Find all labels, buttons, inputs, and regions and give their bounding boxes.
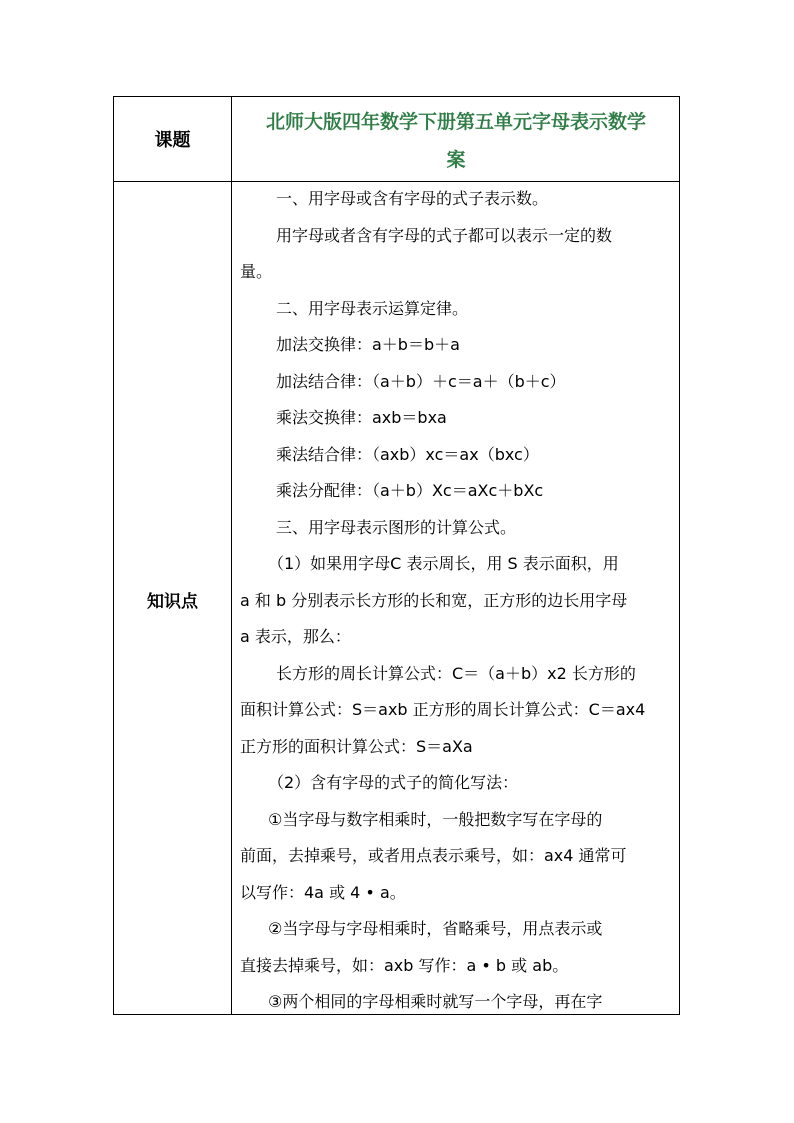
content-line: 一、用字母或含有字母的式子表示数。 (276, 189, 549, 208)
content-line: 长方形的周长计算公式：C＝（a＋b）x2 长方形的 (276, 663, 636, 683)
lesson-title (232, 103, 680, 179)
content-line: a 表示，那么： (240, 627, 351, 646)
content-line: ③两个相同的字母相乘时就写一个字母，再在字 (268, 992, 603, 1011)
knowledge-points-content (240, 181, 678, 1021)
column-divider (231, 97, 232, 1014)
content-line: 乘法分配律：（a＋b）Xc＝aXc＋bXc (276, 481, 544, 500)
content-line: 乘法结合律：（axb）xc＝ax（bxc） (276, 444, 539, 464)
content-line: （1）如果用字母C 表示周长，用 S 表示面积，用 (268, 554, 619, 573)
content-line: 乘法交换律：axb＝bxa (276, 408, 447, 427)
content-line: 二、用字母表示运算定律。 (276, 298, 469, 318)
content-line: ①当字母与数字相乘时，一般把数字写在字母的 (268, 809, 603, 829)
content-line: 正方形的面积计算公式：S＝aXa (240, 736, 473, 756)
content-line: 面积计算公式：S＝axb 正方形的周长计算公式：C＝ax4 (240, 700, 646, 719)
lesson-title-line-2: 案 (446, 149, 466, 171)
knowledge-points-label: 知识点 (147, 591, 198, 612)
lesson-table (113, 96, 680, 1015)
content-line: 以写作：4a 或 4 • a。 (240, 882, 406, 902)
content-line: 直接去掉乘号，如：axb 写作：a • b 或 ab。 (240, 955, 569, 975)
content-line: 前面，去掉乘号，或者用点表示乘号，如：ax4 通常可 (240, 846, 627, 865)
content-line: 量。 (240, 262, 273, 281)
content-line: 加法交换律：a＋b＝b＋a (276, 335, 460, 354)
content-line: a 和 b 分别表示长方形的长和宽，正方形的边长用字母 (240, 590, 628, 610)
content-line: 用字母或者含有字母的式子都可以表示一定的数 (276, 225, 613, 245)
content-line: 三、用字母表示图形的计算公式。 (276, 517, 517, 537)
content-line: （2）含有字母的式子的简化写法： (268, 773, 519, 792)
topic-label: 课题 (154, 130, 191, 151)
lesson-title-line-1: 北师大版四年数学下册第五单元字母表示数学 (265, 111, 646, 133)
content-line: 加法结合律：（a＋b）＋c＝a＋（b＋c） (276, 371, 566, 391)
content-line: ②当字母与字母相乘时，省略乘号，用点表示或 (268, 919, 603, 938)
